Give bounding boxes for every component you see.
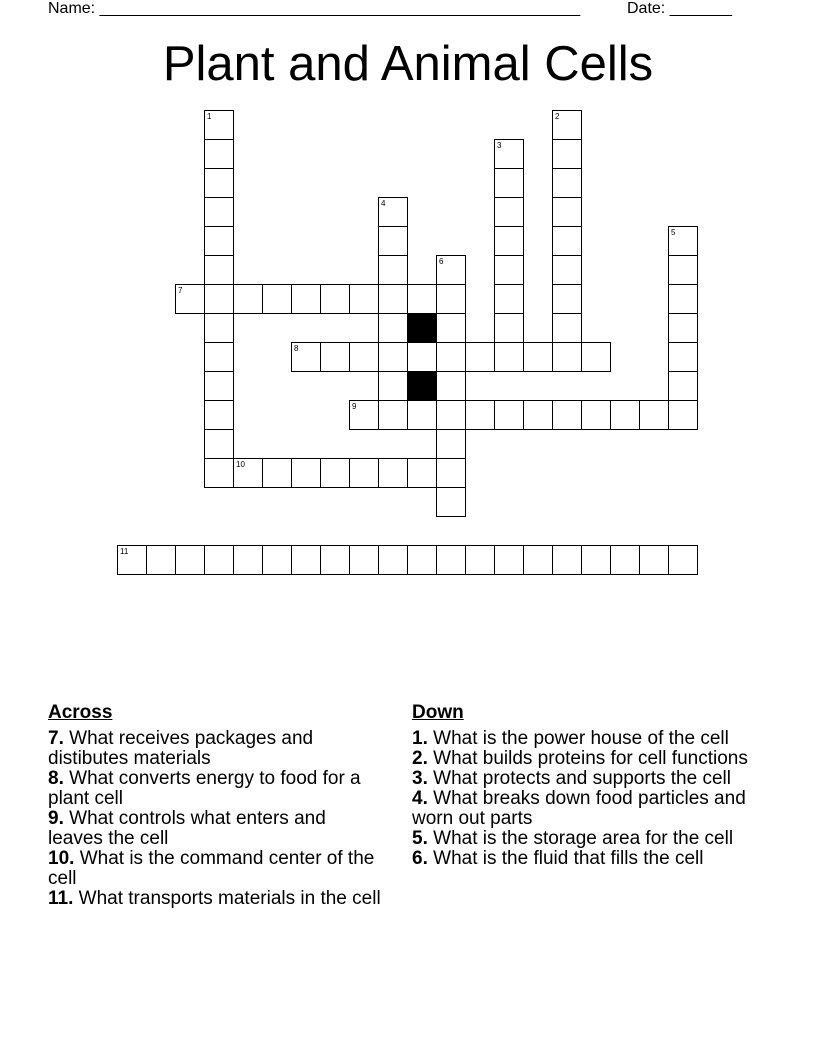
answer-cell[interactable] xyxy=(378,342,408,372)
answer-cell[interactable] xyxy=(117,545,147,575)
black-square xyxy=(407,371,437,401)
answer-cell[interactable] xyxy=(407,400,437,430)
answer-cell[interactable] xyxy=(639,400,669,430)
answer-cell[interactable] xyxy=(349,400,379,430)
answer-cell[interactable] xyxy=(407,284,437,314)
answer-cell[interactable] xyxy=(610,400,640,430)
answer-cell[interactable] xyxy=(668,284,698,314)
answer-cell[interactable] xyxy=(204,197,234,227)
answer-cell[interactable] xyxy=(204,226,234,256)
answer-cell[interactable] xyxy=(204,545,234,575)
answer-cell[interactable] xyxy=(291,545,321,575)
answer-cell[interactable] xyxy=(291,458,321,488)
answer-cell[interactable] xyxy=(552,400,582,430)
clue-number: 5 xyxy=(671,228,676,237)
answer-cell[interactable] xyxy=(494,226,524,256)
answer-cell[interactable] xyxy=(581,545,611,575)
answer-cell[interactable] xyxy=(610,545,640,575)
clue-number: 4 xyxy=(381,199,386,208)
answer-cell[interactable] xyxy=(523,342,553,372)
clue-number: 11 xyxy=(120,547,129,556)
answer-cell[interactable] xyxy=(436,487,466,517)
answer-cell[interactable] xyxy=(465,400,495,430)
answer-cell[interactable] xyxy=(262,284,292,314)
answer-cell[interactable] xyxy=(407,545,437,575)
answer-cell[interactable] xyxy=(668,342,698,372)
answer-cell[interactable] xyxy=(291,284,321,314)
answer-cell[interactable] xyxy=(494,342,524,372)
answer-cell[interactable] xyxy=(668,313,698,343)
answer-cell[interactable] xyxy=(639,545,669,575)
answer-cell[interactable] xyxy=(378,226,408,256)
answer-cell[interactable] xyxy=(320,545,350,575)
answer-cell[interactable] xyxy=(204,139,234,169)
answer-cell[interactable] xyxy=(552,168,582,198)
down-heading: Down xyxy=(412,702,464,723)
answer-cell[interactable] xyxy=(204,371,234,401)
answer-cell[interactable] xyxy=(204,110,234,140)
answer-cell[interactable] xyxy=(204,168,234,198)
answer-cell[interactable] xyxy=(668,226,698,256)
answer-cell[interactable] xyxy=(175,545,205,575)
answer-cell[interactable] xyxy=(465,545,495,575)
clue-number: 10 xyxy=(236,460,245,469)
answer-cell[interactable] xyxy=(494,197,524,227)
clue-across-7: 7. What receives packages and distibutes materials xyxy=(48,728,314,769)
answer-cell[interactable] xyxy=(204,342,234,372)
clue-down-1: 1. What is the power house of the cell xyxy=(412,728,729,749)
answer-cell[interactable] xyxy=(204,458,234,488)
clue-down-6: 6. What is the fluid that fills the cell xyxy=(412,848,704,869)
clue-number: 2 xyxy=(555,112,560,121)
answer-cell[interactable] xyxy=(552,197,582,227)
answer-cell[interactable] xyxy=(668,400,698,430)
answer-cell[interactable] xyxy=(494,284,524,314)
answer-cell[interactable] xyxy=(175,284,205,314)
answer-cell[interactable] xyxy=(494,255,524,285)
answer-cell[interactable] xyxy=(291,342,321,372)
answer-cell[interactable] xyxy=(552,284,582,314)
name-field[interactable]: Name: ______________________________________________________ xyxy=(48,0,581,17)
answer-cell[interactable] xyxy=(378,255,408,285)
answer-cell[interactable] xyxy=(233,545,263,575)
answer-cell[interactable] xyxy=(262,458,292,488)
answer-cell[interactable] xyxy=(436,400,466,430)
answer-cell[interactable] xyxy=(378,458,408,488)
answer-cell[interactable] xyxy=(436,458,466,488)
answer-cell[interactable] xyxy=(436,313,466,343)
clue-across-9: 9. What controls what enters and leaves the cell xyxy=(48,808,326,849)
answer-cell[interactable] xyxy=(494,168,524,198)
answer-cell[interactable] xyxy=(668,255,698,285)
clue-across-8: 8. What converts energy to food for a plant cell xyxy=(48,768,361,809)
answer-cell[interactable] xyxy=(320,284,350,314)
clue-number: 1 xyxy=(207,112,212,121)
answer-cell[interactable] xyxy=(436,371,466,401)
answer-cell[interactable] xyxy=(494,400,524,430)
answer-cell[interactable] xyxy=(146,545,176,575)
answer-cell[interactable] xyxy=(436,342,466,372)
answer-cell[interactable] xyxy=(494,313,524,343)
across-heading: Across xyxy=(48,702,113,723)
answer-cell[interactable] xyxy=(552,255,582,285)
answer-cell[interactable] xyxy=(204,255,234,285)
answer-cell[interactable] xyxy=(552,139,582,169)
clue-number: 6 xyxy=(439,257,444,266)
answer-cell[interactable] xyxy=(668,371,698,401)
answer-cell[interactable] xyxy=(436,429,466,459)
answer-cell[interactable] xyxy=(378,284,408,314)
answer-cell[interactable] xyxy=(378,400,408,430)
answer-cell[interactable] xyxy=(552,226,582,256)
answer-cell[interactable] xyxy=(320,342,350,372)
answer-cell[interactable] xyxy=(349,458,379,488)
answer-cell[interactable] xyxy=(349,284,379,314)
answer-cell[interactable] xyxy=(552,342,582,372)
answer-cell[interactable] xyxy=(349,545,379,575)
answer-cell[interactable] xyxy=(552,545,582,575)
answer-cell[interactable] xyxy=(436,284,466,314)
clue-number: 3 xyxy=(497,141,502,150)
clue-across-11: 11. What transports materials in the cell xyxy=(48,888,381,909)
down-clues xyxy=(412,703,752,869)
answer-cell[interactable] xyxy=(349,342,379,372)
clue-number: 8 xyxy=(294,344,299,353)
date-field[interactable]: Date: _______ xyxy=(627,0,732,17)
clue-down-2: 2. What builds proteins for cell functions xyxy=(412,748,748,769)
clue-down-5: 5. What is the storage area for the cell xyxy=(412,828,734,849)
answer-cell[interactable] xyxy=(262,545,292,575)
answer-cell[interactable] xyxy=(320,458,350,488)
answer-cell[interactable] xyxy=(494,139,524,169)
answer-cell[interactable] xyxy=(204,429,234,459)
answer-cell[interactable] xyxy=(581,400,611,430)
answer-cell[interactable] xyxy=(552,110,582,140)
page-title: Plant and Animal Cells xyxy=(162,37,654,91)
answer-cell[interactable] xyxy=(233,458,263,488)
answer-cell[interactable] xyxy=(465,342,495,372)
answer-cell[interactable] xyxy=(668,545,698,575)
answer-cell[interactable] xyxy=(233,284,263,314)
clue-across-10: 10. What is the command center of the cell xyxy=(48,848,375,889)
black-square xyxy=(407,313,437,343)
clue-number: 9 xyxy=(352,402,357,411)
answer-cell[interactable] xyxy=(407,342,437,372)
answer-cell[interactable] xyxy=(378,197,408,227)
clue-down-3: 3. What protects and supports the cell xyxy=(412,768,731,789)
answer-cell[interactable] xyxy=(494,545,524,575)
answer-cell[interactable] xyxy=(436,545,466,575)
answer-cell[interactable] xyxy=(378,545,408,575)
answer-cell[interactable] xyxy=(581,342,611,372)
across-clues xyxy=(48,703,383,909)
answer-cell[interactable] xyxy=(407,458,437,488)
answer-cell[interactable] xyxy=(204,400,234,430)
answer-cell[interactable] xyxy=(523,400,553,430)
answer-cell[interactable] xyxy=(204,313,234,343)
answer-cell[interactable] xyxy=(204,284,234,314)
clue-down-4: 4. What breaks down food particles and worn out parts xyxy=(412,788,746,829)
answer-cell[interactable] xyxy=(552,313,582,343)
clue-number: 7 xyxy=(178,286,183,295)
answer-cell[interactable] xyxy=(436,255,466,285)
answer-cell[interactable] xyxy=(378,371,408,401)
answer-cell[interactable] xyxy=(378,313,408,343)
answer-cell[interactable] xyxy=(523,545,553,575)
